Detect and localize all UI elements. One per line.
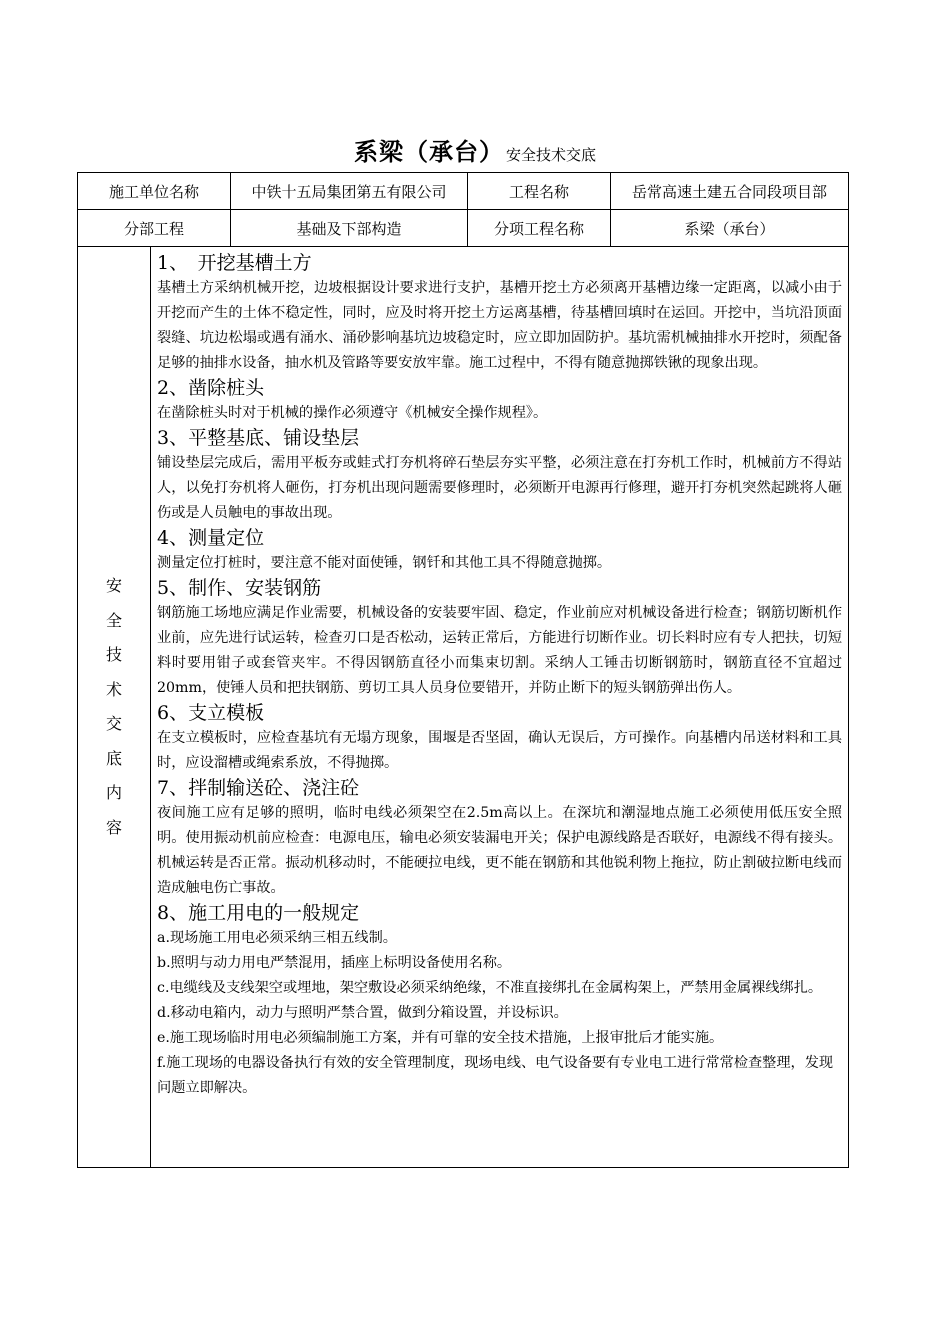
- side-label-cell: [78, 247, 151, 1168]
- section-heading: 2、凿除桩头: [157, 377, 265, 399]
- section-heading: 5、制作、安装钢筋: [157, 577, 322, 599]
- value-subitem: 系梁（承台）: [611, 210, 849, 247]
- list-item: b.照明与动力用电严禁混用，插座上标明设备使用名称。: [157, 955, 512, 971]
- side-char: 内: [105, 783, 122, 802]
- section-heading: 4、测量定位: [157, 527, 265, 549]
- section-heading: 1、 开挖基槽土方: [157, 252, 312, 274]
- side-char: 术: [105, 679, 122, 699]
- side-char: 交: [105, 714, 122, 733]
- section-body: 在凿除桩头时对于机械的操作必须遵守《机械安全操作规程》。: [157, 405, 548, 421]
- section-body: 测量定位打桩时，要注意不能对面使锤，钢钎和其他工具不得随意抛掷。: [157, 555, 612, 571]
- section-body: 夜间施工应有足够的照明，临时电线必须架空在2.5m高以上。在深坑和潮湿地点施工必须使用低压安全照明。使用振动机前应检查：电源电压，输电必须安装漏电开关；保护电源线路是否联好，电源线不得有接头。机械运转是否正常。振动机移动时，不能硬拉电线，更不能在钢筋和其他锐利物上拖拉，防止割破拉断电线而造成触电伤亡事故。: [157, 805, 843, 896]
- label-construction-unit: 施工单位名称: [78, 173, 231, 210]
- list-item: f.施工现场的电器设备执行有效的安全管理制度，现场电线、电气设备要有专业电工进行常常检查整理，发现问题立即解决。: [157, 1055, 834, 1096]
- label-project-name: 工程名称: [468, 173, 611, 210]
- section-heading: 8、施工用电的一般规定: [157, 902, 360, 924]
- side-char: 安: [105, 576, 122, 595]
- section-body: 在支立模板时，应检查基坑有无塌方现象，围堰是否坚固，确认无误后，方可操作。向基槽内吊送材料和工具时，应设溜槽或绳索系放，不得抛掷。: [157, 730, 843, 771]
- label-division: 分部工程: [78, 210, 231, 247]
- side-char: 技: [105, 645, 122, 664]
- side-char: 全: [105, 610, 122, 630]
- list-item: e.施工现场临时用电必须编制施工方案，并有可靠的安全技术措施，上报审批后才能实施。: [157, 1030, 724, 1046]
- value-construction-unit: 中铁十五局集团第五有限公司: [231, 173, 468, 210]
- value-division: 基础及下部构造: [231, 210, 468, 247]
- section-body: 铺设垫层完成后，需用平板夯或蛙式打夯机将碎石垫层夯实平整，必须注意在打夯机工作时，机械前方不得站人，以免打夯机将人砸伤，打夯机出现问题需要修理时，必须断开电源再行修理，避开打夯机突然起跳将人砸伤或是人员触电的事故出现。: [157, 455, 843, 521]
- list-item: a.现场施工用电必须采纳三相五线制。: [157, 930, 397, 946]
- disclosure-table: [77, 172, 849, 1168]
- title-sub: 安全技术交底: [505, 146, 596, 164]
- list-item: c.电缆线及支线架空或埋地，架空敷设必须采纳绝缘，不准直接绑扎在金属构架上，严禁用金属裸线绑扎。: [157, 980, 823, 996]
- value-project-name: 岳常高速土建五合同段项目部: [611, 173, 849, 210]
- side-label: [104, 569, 124, 845]
- content-cell: [151, 247, 849, 1168]
- title-main: 系梁（承台）: [353, 137, 504, 166]
- section-body: 钢筋施工场地应满足作业需要，机械设备的安装要牢固、稳定，作业前应对机械设备进行检查；钢筋切断机作业前，应先进行试运转，检查刃口是否松动，运转正常后，方能进行切断作业。切长料时应有专人把扶，切短料时要用钳子或套管夹牢。不得因钢筋直径小而集束切割。采纳人工锤击切断钢筋时，钢筋直径不宜超过20mm，使锤人员和把扶钢筋、剪切工具人员身位要错开，并防止断下的短头钢筋弹出伤人。: [157, 605, 843, 696]
- header-row-2: [78, 210, 849, 247]
- section-heading: 7、拌制输送砼、浇注砼: [157, 777, 360, 799]
- label-subitem: 分项工程名称: [468, 210, 611, 247]
- header-row-1: [78, 173, 849, 210]
- section-heading: 3、平整基底、铺设垫层: [157, 427, 360, 449]
- content-row: [78, 247, 849, 1168]
- list-item: d.移动电箱内，动力与照明严禁合置，做到分箱设置，并设标识。: [157, 1005, 568, 1021]
- section-heading: 6、支立模板: [157, 702, 265, 724]
- document-title: [0, 132, 950, 167]
- side-char: 容: [105, 817, 122, 837]
- section-body: 基槽土方采纳机械开挖，边坡根据设计要求进行支护，基槽开挖土方必须离开基槽边缘一定距离，以减小由于开挖而产生的土体不稳定性，同时，应及时将开挖土方运离基槽，待基槽回填时在运回。开挖中，当坑沿顶面裂缝、坑边松塌或遇有涌水、涌砂影响基坑边坡稳定时，应立即加固防护。基坑需机械抽排水开挖时，须配备足够的抽排水设备，抽水机及管路等要安放牢靠。施工过程中，不得有随意抛掷铁锹的现象出现。: [157, 280, 843, 371]
- side-char: 底: [105, 748, 122, 768]
